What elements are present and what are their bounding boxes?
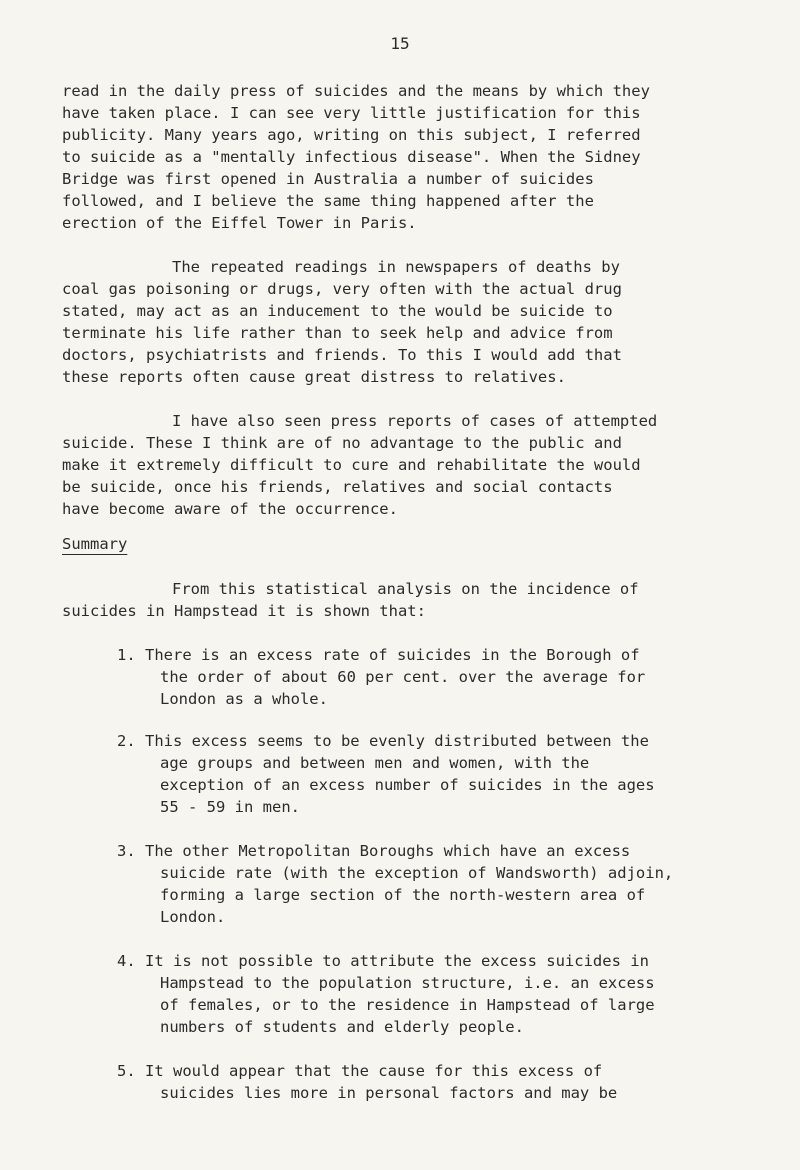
summary-heading: Summary xyxy=(62,535,128,553)
paragraph-1-line: Bridge was first opened in Australia a number of suicides xyxy=(62,170,594,188)
summary-item-5-line: 5. It would appear that the cause for this excess of xyxy=(117,1062,603,1080)
summary-intro-line: suicides in Hampstead it is shown that: xyxy=(62,602,426,620)
summary-item-2-line: 2. This excess seems to be evenly distributed between the xyxy=(117,732,649,750)
paragraph-3-line: be suicide, once his friends, relatives and social contacts xyxy=(62,478,613,496)
paragraph-2-line: these reports often cause great distress to relatives. xyxy=(62,368,566,386)
summary-item-1-line: 1. There is an excess rate of suicides in the Borough of xyxy=(117,646,640,664)
paragraph-1-line: publicity. Many years ago, writing on this subject, I referred xyxy=(62,126,641,144)
paragraph-2-line: The repeated readings in newspapers of deaths by xyxy=(172,258,620,276)
paragraph-3-line: suicide. These I think are of no advantage to the public and xyxy=(62,434,622,452)
paragraph-2-line: stated, may act as an inducement to the would be suicide to xyxy=(62,302,613,320)
summary-item-3-line: 3. The other Metropolitan Boroughs which have an excess xyxy=(117,842,631,860)
paragraph-1-line: followed, and I believe the same thing happened after the xyxy=(62,192,594,210)
paragraph-1-line: have taken place. I can see very little justification for this xyxy=(62,104,641,122)
summary-item-1-line: the order of about 60 per cent. over the average for xyxy=(160,668,646,686)
summary-item-3-line: forming a large section of the north-western area of xyxy=(160,886,646,904)
summary-item-4-line: 4. It is not possible to attribute the excess suicides in xyxy=(117,952,649,970)
paragraph-3-line: have become aware of the occurrence. xyxy=(62,500,398,518)
summary-item-4-line: numbers of students and elderly people. xyxy=(160,1018,524,1036)
paragraph-1-line: read in the daily press of suicides and the means by which they xyxy=(62,82,650,100)
paragraph-3-line: make it extremely difficult to cure and rehabilitate the would xyxy=(62,456,641,474)
summary-item-3-line: suicide rate (with the exception of Wandsworth) adjoin, xyxy=(160,864,674,882)
summary-item-2-line: exception of an excess number of suicides in the ages xyxy=(160,776,655,794)
summary-item-4-line: of females, or to the residence in Hampstead of large xyxy=(160,996,655,1014)
summary-item-2-line: 55 - 59 in men. xyxy=(160,798,300,816)
summary-item-5-line: suicides lies more in personal factors and may be xyxy=(160,1084,618,1102)
paragraph-1-line: to suicide as a "mentally infectious disease". When the Sidney xyxy=(62,148,641,166)
summary-item-4-line: Hampstead to the population structure, i.e. an excess xyxy=(160,974,655,992)
summary-item-3-line: London. xyxy=(160,908,226,926)
paragraph-1-line: erection of the Eiffel Tower in Paris. xyxy=(62,214,417,232)
page-number: 15 xyxy=(390,34,410,53)
paragraph-2-line: coal gas poisoning or drugs, very often with the actual drug xyxy=(62,280,622,298)
summary-item-2-line: age groups and between men and women, with the xyxy=(160,754,590,772)
paragraph-2-line: doctors, psychiatrists and friends. To this I would add that xyxy=(62,346,622,364)
paragraph-2-line: terminate his life rather than to seek help and advice from xyxy=(62,324,613,342)
paragraph-3-line: I have also seen press reports of cases of attempted xyxy=(172,412,658,430)
summary-item-1-line: London as a whole. xyxy=(160,690,328,708)
summary-intro-line: From this statistical analysis on the incidence of xyxy=(172,580,639,598)
